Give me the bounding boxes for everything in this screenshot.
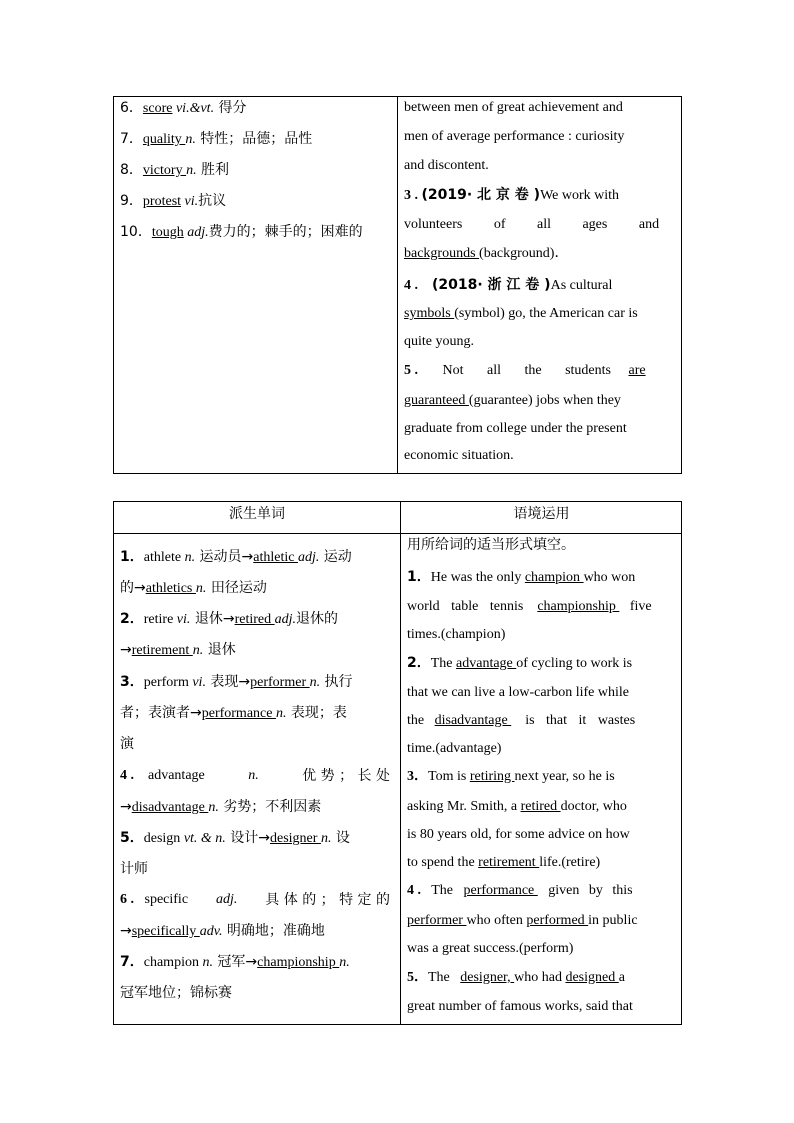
question-4-line2: performer who often performed in public bbox=[407, 913, 638, 928]
word-row-6: 6．score vi.&vt. 得分 bbox=[120, 100, 247, 116]
sentence-3-line2: volunteers of all ages and bbox=[404, 217, 660, 232]
answer-blank: symbols bbox=[404, 306, 455, 321]
derived-entry-4: 4 . advantage n. 优 势 ； 长 处 bbox=[120, 768, 390, 784]
answer-blank: designer, bbox=[460, 970, 515, 985]
derived-entry-7: 7．champion n. 冠军→championship n. bbox=[120, 954, 350, 970]
sentence-5-line2: guaranteed (guarantee) jobs when they bbox=[404, 393, 621, 408]
answer-blank: advantage bbox=[456, 656, 517, 671]
derived-entry-3-line3: 演 bbox=[120, 736, 134, 752]
derived-entry-3-line2: 者；表演者→performance n. 表现；表 bbox=[120, 705, 347, 721]
question-5-line2: great number of famous works, said that bbox=[407, 999, 633, 1014]
question-2-line2: that we can live a low-carbon life while bbox=[407, 685, 629, 700]
answer-blank: retirement bbox=[478, 855, 540, 870]
passage-line: men of average performance : curiosity bbox=[404, 129, 625, 144]
question-2-line4: time.(advantage) bbox=[407, 741, 502, 756]
derived-entry-1-line2: 的→athletics n. 田径运动 bbox=[120, 580, 267, 596]
word-row-7: 7．quality n. 特性；品德；品性 bbox=[120, 131, 313, 147]
derived-entry-1: 1．athlete n. 运动员→athletic adj. 运动 bbox=[120, 549, 352, 565]
header-derived-words: 派生单词 bbox=[229, 506, 285, 522]
sentence-5-line4: economic situation. bbox=[404, 448, 514, 463]
answer-blank: retiring bbox=[469, 769, 515, 784]
question-1: 1．He was the only champion who won bbox=[407, 569, 636, 585]
answer-blank: championship bbox=[537, 599, 620, 614]
passage-line: between men of great achievement and bbox=[404, 100, 623, 115]
question-3-line2: asking Mr. Smith, a retired doctor, who bbox=[407, 799, 627, 814]
answer-blank: performed bbox=[526, 913, 589, 928]
derived-entry-6: 6 . specific adj. 具 体 的 ； 特 定 的 bbox=[120, 892, 390, 908]
header-context-usage: 语境运用 bbox=[513, 506, 570, 522]
derived-entry-5-line2: 计师 bbox=[120, 861, 148, 877]
answer-blank: retired bbox=[520, 799, 561, 814]
answer-blank: backgrounds bbox=[404, 246, 480, 261]
derived-entry-4-line2: →disadvantage n. 劣势；不利因素 bbox=[120, 799, 322, 815]
answer-blank: performer bbox=[407, 913, 467, 928]
word-row-10: 10．tough adj.费力的；棘手的；困难的 bbox=[120, 224, 363, 240]
answer-blank: performance bbox=[463, 883, 538, 898]
question-2: 2．The advantage of cycling to work is bbox=[407, 655, 633, 671]
question-3: 3．Tom is retiring next year, so he is bbox=[407, 769, 615, 784]
question-2-line3: the disadvantage is that it wastes bbox=[407, 713, 636, 728]
vocab-table-1 bbox=[113, 96, 682, 474]
sentence-3: 3 . (2019· 北 京 卷 )We work with bbox=[404, 187, 620, 203]
question-4-line3: was a great success.(perform) bbox=[407, 941, 574, 956]
word-row-9: 9．protest vi.抗议 bbox=[120, 193, 227, 209]
sentence-5: 5 . Not all the students are bbox=[404, 363, 646, 378]
question-4: 4 . The performance given by this bbox=[407, 883, 633, 898]
derived-entry-2-line2: →retirement n. 退休 bbox=[120, 642, 236, 658]
derived-entry-6-line2: →specifically adv. 明确地；准确地 bbox=[120, 923, 325, 939]
sentence-4-line3: quite young. bbox=[404, 334, 474, 349]
answer-blank: designed bbox=[565, 970, 619, 985]
vocab-table-2 bbox=[113, 501, 682, 1025]
question-3-line4: to spend the retirement life.(retire) bbox=[407, 855, 601, 870]
question-3-line3: is 80 years old, for some advice on how bbox=[407, 827, 630, 842]
sentence-3-line3: backgrounds (background)． bbox=[404, 246, 569, 261]
passage-line: and discontent. bbox=[404, 158, 489, 173]
answer-blank: champion bbox=[524, 570, 584, 585]
sentence-5-line3: graduate from college under the present bbox=[404, 421, 627, 436]
derived-entry-3: 3．perform vi. 表现→performer n. 执行 bbox=[120, 674, 353, 690]
word-row-8: 8．victory n. 胜利 bbox=[120, 162, 230, 178]
answer-blank: disadvantage bbox=[434, 713, 512, 728]
instruction: 用所给词的适当形式填空。 bbox=[407, 537, 575, 553]
sentence-4: 4 . (2018· 浙 江 卷 )As cultural bbox=[404, 277, 613, 293]
question-5: 5．The designer, who had designed a bbox=[407, 970, 625, 985]
question-1-line3: times.(champion) bbox=[407, 627, 506, 642]
sentence-4-line2: symbols (symbol) go, the American car is bbox=[404, 306, 638, 321]
derived-entry-5: 5．design vt. & n. 设计→designer n. 设 bbox=[120, 830, 350, 846]
derived-entry-7-line2: 冠军地位；锦标赛 bbox=[120, 985, 232, 1001]
question-1-line2: world table tennis championship five bbox=[407, 599, 652, 614]
answer-blank: guaranteed bbox=[404, 393, 469, 408]
answer-blank: are bbox=[628, 363, 646, 378]
derived-entry-2: 2．retire vi. 退休→retired adj.退休的 bbox=[120, 611, 338, 627]
